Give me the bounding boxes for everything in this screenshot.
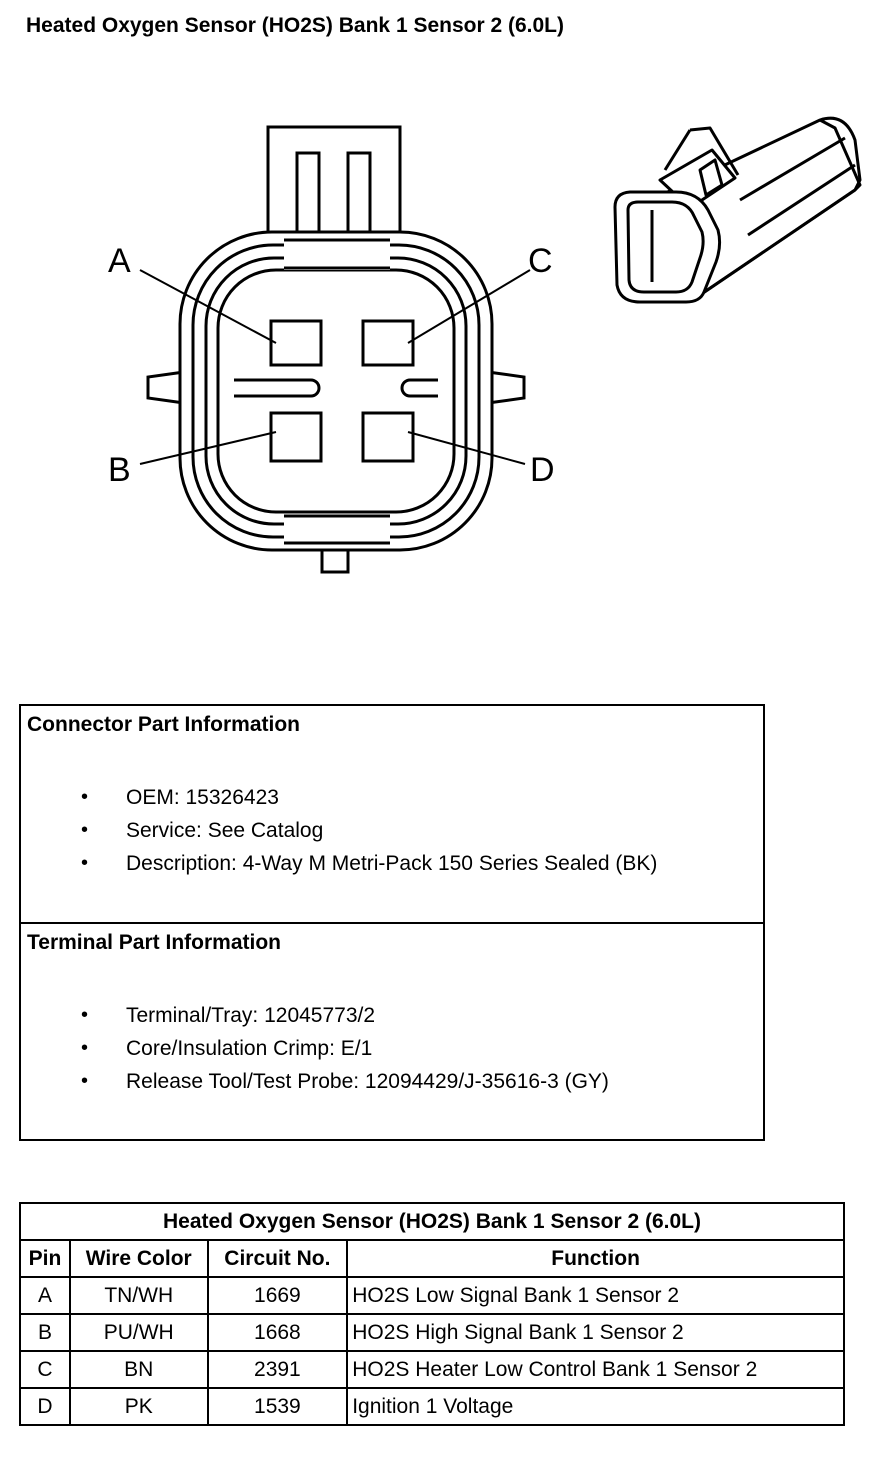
function-cell: HO2S Heater Low Control Bank 1 Sensor 2 — [347, 1351, 844, 1388]
table-header-row — [20, 1240, 844, 1277]
table-caption-row — [20, 1203, 844, 1240]
pin-cell: B — [20, 1314, 70, 1351]
connector-diagram — [0, 0, 896, 640]
connector-info-section: Connector Part Information • OEM: 15326423 • Service: See Catalog • Description: 4-Way M Metri-Pack 150 Series Sealed (BK) — [21, 706, 763, 924]
pin-label-b: B — [108, 451, 131, 489]
part-info-box — [19, 704, 765, 1141]
wire-color-cell: PK — [70, 1388, 208, 1425]
terminal-info-section: Terminal Part Information • Terminal/Tray: 12045773/2 • Core/Insulation Crimp: E/1 • Release Tool/Test Probe: 12094429/J-35616-3 (GY) — [27, 931, 609, 1093]
function-cell: HO2S High Signal Bank 1 Sensor 2 — [347, 1314, 844, 1351]
cavity-c — [363, 321, 413, 365]
wire-color-cell: TN/WH — [70, 1277, 208, 1314]
cavity-b — [271, 413, 321, 461]
column-header-circuit: Circuit No. — [208, 1240, 348, 1277]
pin-cell: C — [20, 1351, 70, 1388]
connector-3d-view — [615, 118, 860, 302]
table-row — [20, 1277, 844, 1314]
pin-cell: D — [20, 1388, 70, 1425]
latch-slot-right — [348, 153, 370, 238]
pin-label-d: D — [530, 451, 555, 489]
bullet-icon: • — [81, 819, 89, 841]
bottom-gap — [284, 514, 390, 544]
column-header-pin: Pin — [20, 1240, 70, 1277]
connector-latch — [268, 127, 400, 240]
column-header-function: Function — [347, 1240, 844, 1277]
pin-table — [19, 1202, 845, 1426]
cavity-a — [271, 321, 321, 365]
table-row — [20, 1314, 844, 1351]
function-cell: Ignition 1 Voltage — [347, 1388, 844, 1425]
circuit-cell: 1539 — [208, 1388, 348, 1425]
circuit-cell: 1668 — [208, 1314, 348, 1351]
wire-color-cell: BN — [70, 1351, 208, 1388]
table-caption: Heated Oxygen Sensor (HO2S) Bank 1 Sensor 2 (6.0L) — [20, 1203, 844, 1240]
rib-left — [234, 380, 319, 396]
function-cell: HO2S Low Signal Bank 1 Sensor 2 — [347, 1277, 844, 1314]
terminal-info-heading: Terminal Part Information — [27, 931, 281, 954]
cavity-d — [363, 413, 413, 461]
circuit-cell: 1669 — [208, 1277, 348, 1314]
wire-color-cell: PU/WH — [70, 1314, 208, 1351]
bullet-icon: • — [81, 1070, 89, 1092]
pin-cell: A — [20, 1277, 70, 1314]
bullet-icon: • — [81, 1004, 89, 1026]
table-row — [20, 1351, 844, 1388]
page-title: Heated Oxygen Sensor (HO2S) Bank 1 Sensor 2 (6.0L) — [26, 14, 565, 37]
bullet-icon: • — [81, 786, 89, 808]
table-row — [20, 1388, 844, 1425]
rib-right — [402, 380, 438, 396]
bullet-icon: • — [81, 1037, 89, 1059]
circuit-cell: 2391 — [208, 1351, 348, 1388]
pin-label-a: A — [108, 242, 131, 280]
bullet-icon: • — [81, 852, 89, 874]
connector-info-heading: Connector Part Information — [27, 713, 301, 736]
top-gap — [284, 240, 390, 270]
pin-label-c: C — [528, 242, 553, 280]
latch-slot-left — [297, 153, 319, 238]
column-header-wire-color: Wire Color — [70, 1240, 208, 1277]
